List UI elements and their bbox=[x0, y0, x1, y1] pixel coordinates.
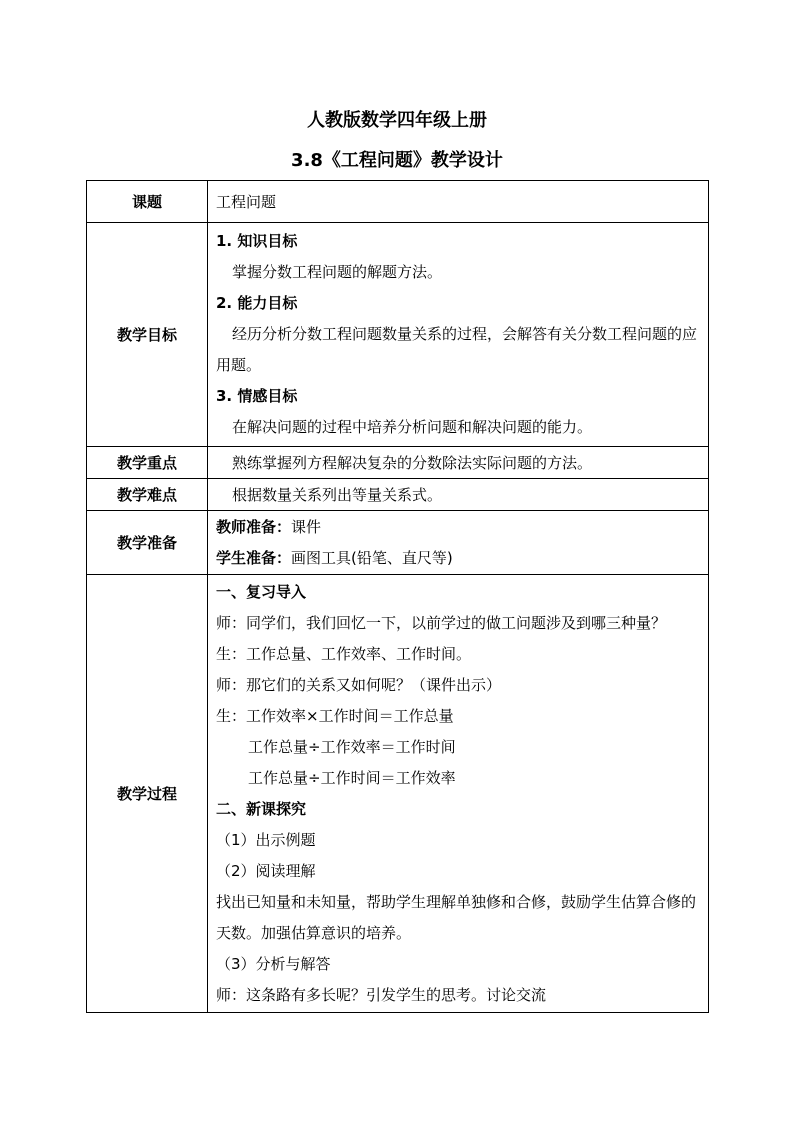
value-key-point bbox=[208, 447, 709, 479]
ability-text: 经历分析分数工程问题数量关系的过程，会解答有关分数工程问题的应用题。 bbox=[216, 325, 698, 374]
label-key-point: 教学重点 bbox=[87, 447, 208, 479]
value-preparation bbox=[208, 511, 709, 575]
lesson-plan-table bbox=[86, 180, 709, 1013]
emotion-heading: 3. 情感目标 bbox=[216, 387, 298, 405]
process-line: 找出已知量和未知量，帮助学生理解单独修和合修，鼓励学生估算合修的天数。加强估算意识的培养。 bbox=[216, 892, 697, 942]
process-line: 二、新课探究 bbox=[216, 799, 307, 818]
process-line: 工作总量÷工作时间＝工作效率 bbox=[248, 768, 456, 787]
value-topic bbox=[208, 181, 709, 223]
process-line: 师：这条路有多长呢？引发学生的思考。讨论交流 bbox=[216, 985, 547, 1004]
process-line: 生：工作效率×工作时间＝工作总量 bbox=[216, 706, 454, 725]
topic-text: 工程问题 bbox=[216, 193, 277, 211]
row-process bbox=[87, 575, 709, 1013]
label-preparation: 教学准备 bbox=[87, 511, 208, 575]
row-key-point bbox=[87, 447, 709, 479]
teacher-preparation bbox=[216, 512, 702, 543]
process-line: （1）出示例题 bbox=[216, 830, 316, 849]
emotion-text: 在解决问题的过程中培养分析问题和解决问题的能力。 bbox=[232, 418, 593, 436]
value-process bbox=[208, 575, 709, 1013]
process-line: （3）分析与解答 bbox=[216, 954, 331, 973]
knowledge-heading: 1. 知识目标 bbox=[216, 232, 298, 250]
label-difficulty: 教学难点 bbox=[87, 479, 208, 511]
teacher-prep-value: 课件 bbox=[291, 517, 322, 536]
row-objectives bbox=[87, 223, 709, 447]
difficulty-text: 根据数量关系列出等量关系式。 bbox=[232, 486, 443, 504]
label-objectives: 教学目标 bbox=[87, 223, 208, 447]
key-point-text: 熟练掌握列方程解决复杂的分数除法实际问题的方法。 bbox=[232, 454, 593, 472]
process-line: 师：那它们的关系又如何呢？（课件出示） bbox=[216, 675, 502, 694]
row-difficulty bbox=[87, 479, 709, 511]
document-title: 人教版数学四年级上册 bbox=[307, 110, 487, 131]
process-line: 工作总量÷工作效率＝工作时间 bbox=[248, 737, 456, 756]
document-subtitle: 3.8《工程问题》教学设计 bbox=[291, 150, 503, 171]
value-objectives bbox=[208, 223, 709, 447]
label-process: 教学过程 bbox=[87, 575, 208, 1013]
process-line: 生：工作总量、工作效率、工作时间。 bbox=[216, 644, 472, 663]
student-preparation bbox=[216, 543, 702, 574]
student-prep-value: 画图工具(铅笔、直尺等) bbox=[291, 548, 453, 567]
knowledge-text: 掌握分数工程问题的解题方法。 bbox=[232, 263, 443, 281]
row-topic bbox=[87, 181, 709, 223]
student-prep-label: 学生准备： bbox=[216, 548, 292, 567]
process-line: （2）阅读理解 bbox=[216, 861, 316, 880]
process-line: 一、复习导入 bbox=[216, 582, 307, 601]
teacher-prep-label: 教师准备： bbox=[216, 517, 292, 536]
row-preparation bbox=[87, 511, 709, 575]
ability-heading: 2. 能力目标 bbox=[216, 294, 298, 312]
value-difficulty bbox=[208, 479, 709, 511]
process-line: 师：同学们，我们回忆一下，以前学过的做工问题涉及到哪三种量？ bbox=[216, 613, 667, 632]
label-topic: 课题 bbox=[87, 181, 208, 223]
